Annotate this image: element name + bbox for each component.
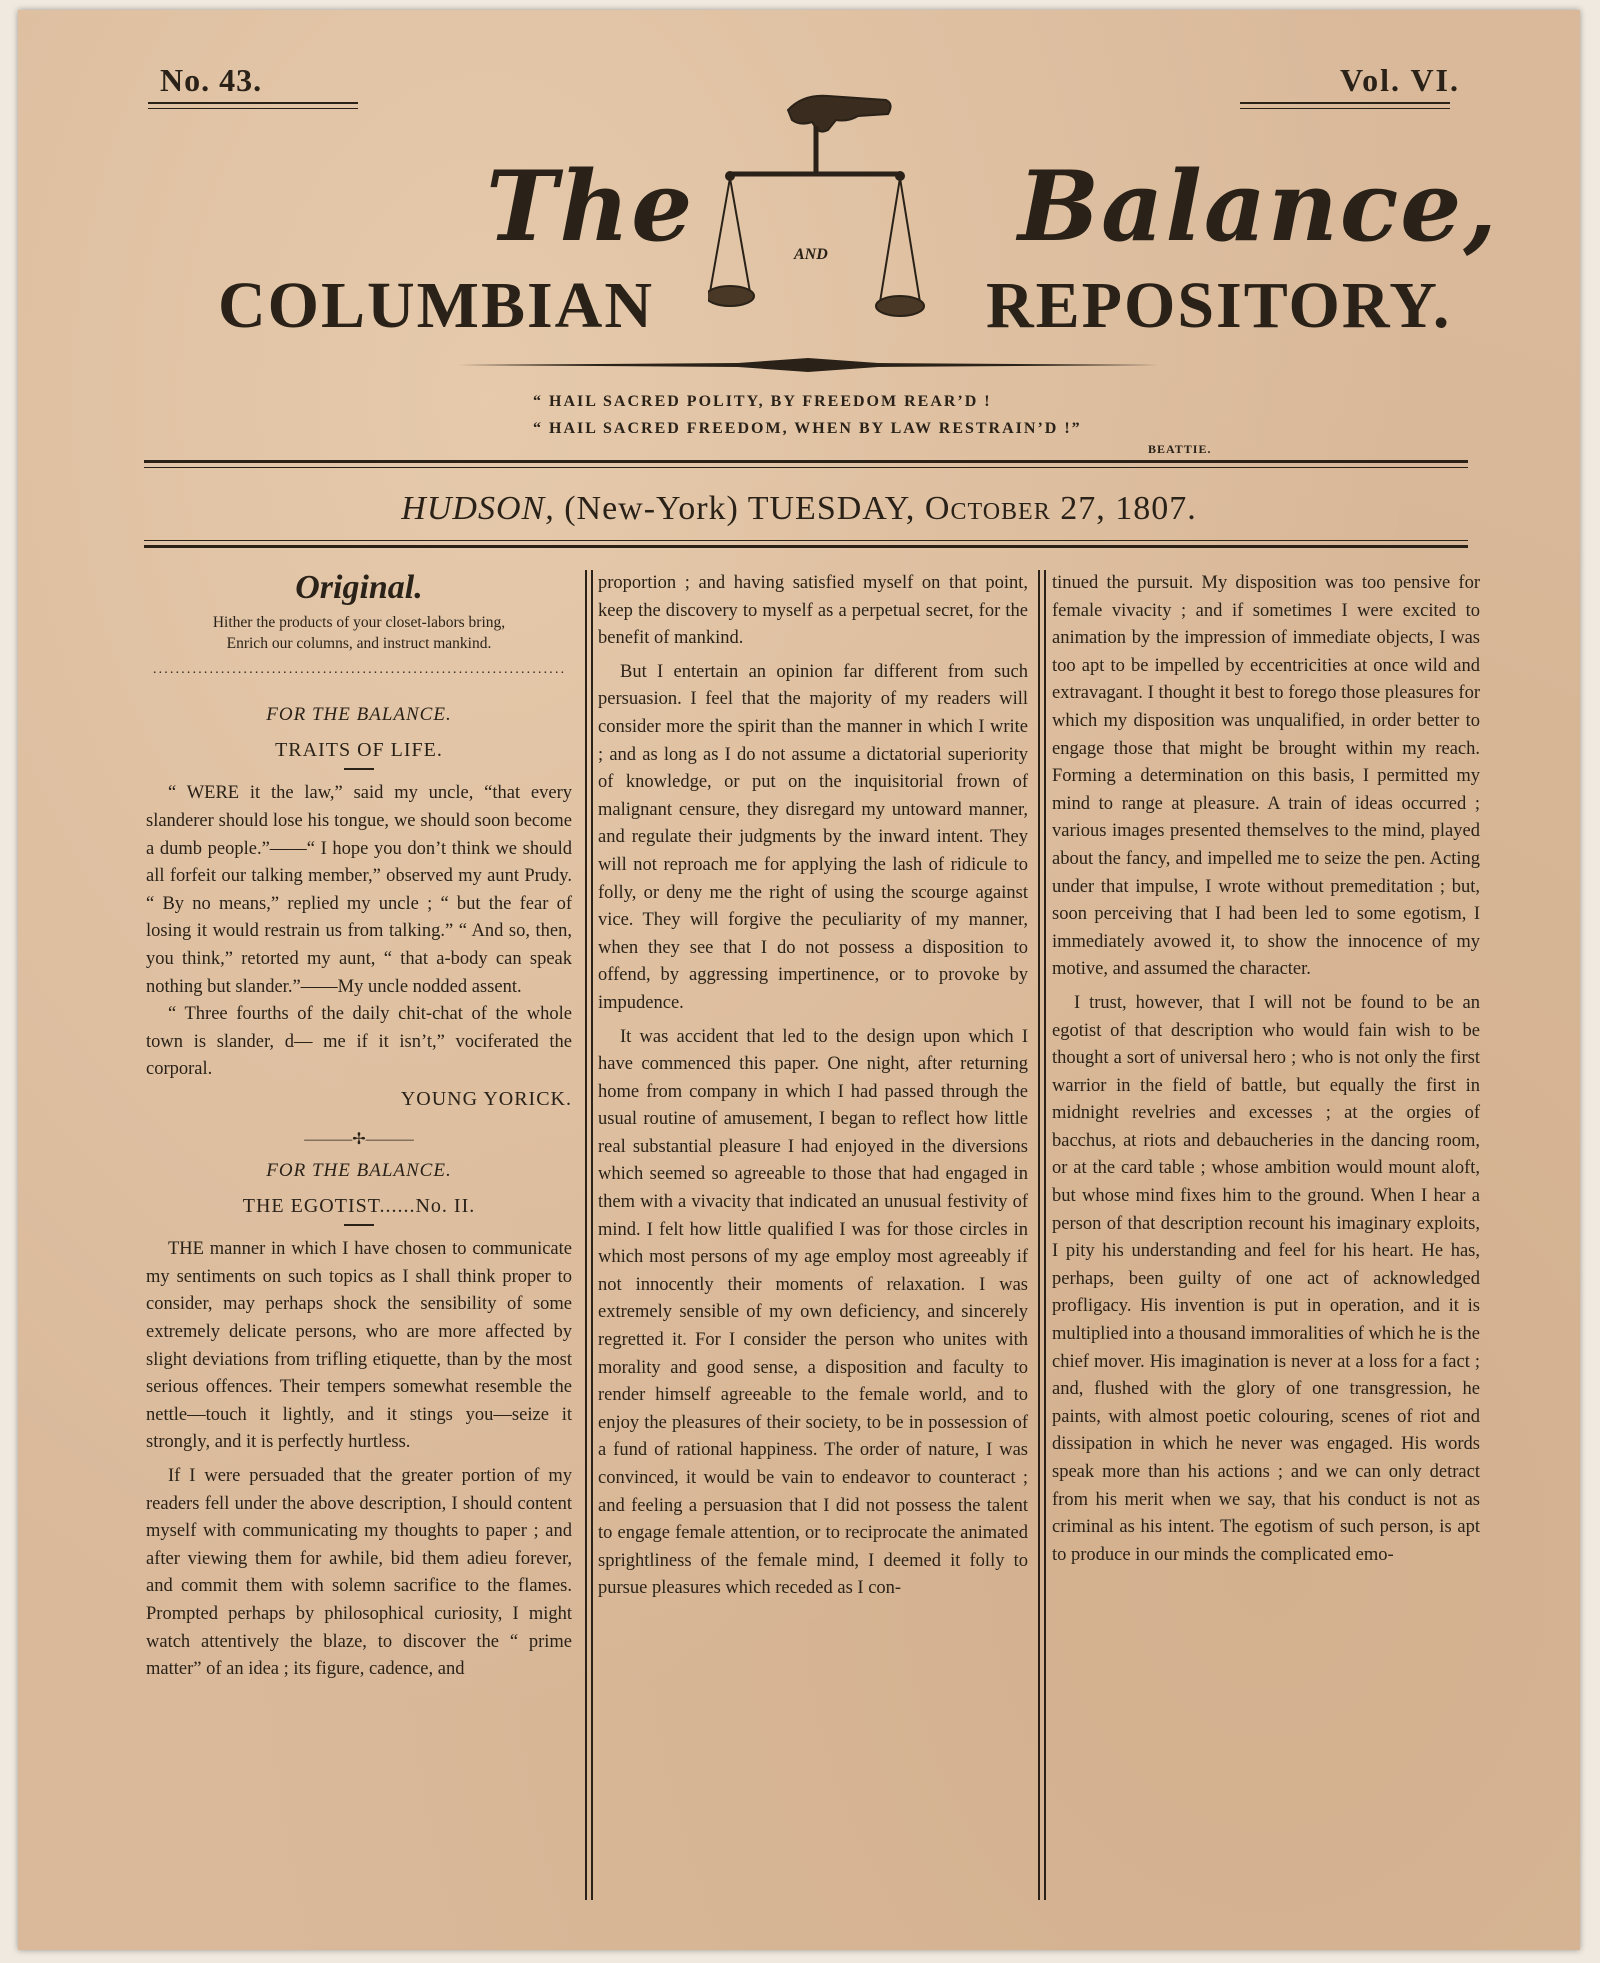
dateline-top-rule-thin bbox=[144, 467, 1468, 468]
column-rule-1b bbox=[591, 570, 593, 1900]
article-2-byline: FOR THE BALANCE. bbox=[266, 1160, 452, 1182]
volume-number: Vol. VI. bbox=[1339, 62, 1460, 98]
column-rule-1 bbox=[585, 570, 587, 1900]
column-2-paragraph: It was accident that led to the design upon which I have commenced this paper. One night, after returning home from company in which I had passed through the usual routine of amusement, I began to reflect how little real substantial pleasure I had enjoyed in the diversions which seemed so agreeable to those that had engaged in them with a vivacity that indicated an unusual festivity of mind. I felt how little qualified I was for those circles in which most persons of my age employ most agreeably if not innocently their moments of relaxation. I was extremely sensible of my own deficiency, and sincerely regretted it. For I consider the person who unites with morality and good sense, a disposition and faculty to render himself agreeable to the female world, and to enjoy the pleasures of their society, to be in possession of a fund of rational happiness. The order of nature, I was convinced, it would be vain to endeavor to counteract ; and feeling a persuasion that I did not possess the talent to engage female attention, or to reciprocate the animated sprightliness of the female mind, I deemed it folly to pursue pleasures which receded as I con- bbox=[598, 1026, 1028, 1599]
article-1-paragraph: “ Three fourths of the daily chit-chat of the whole town is slander, d— me if it isn’t,” vociferated the corporal. bbox=[146, 1004, 572, 1080]
dateline-place: HUDSON, bbox=[401, 490, 555, 527]
column-2-paragraph: But I entertain an opinion far different from such persuasion. I feel that the majority of my readers will consider more the spirit than the manner in which I write ; and as long as I do not assume a dictatorial superiority of knowledge, or put on the inquisitorial frown of malignant censure, they disregard my untoward manner, and regulate their judgments by the inward intent. They will not reproach me for applying the lash of ridicule to folly, or deny me the right of using the scourge against vice. They will forgive the peculiarity of my manner, when they see that I do not possess a disposition to offend, by aggressing impertinence, or to provoke by impudence. bbox=[598, 661, 1028, 1013]
column-rule-2 bbox=[1038, 570, 1040, 1900]
title-ornament-rule bbox=[458, 358, 1158, 372]
column-3-paragraph: I trust, however, that I will not be found to be an egotist of that description who would fain wish to be thought a sort of universal hero ; who is not only the first warrior in the field of battle, but equally the first in midnight revelries and excesses ; at the orgies of bacchus, at riots and debaucheries in the dancing room, or at the card table ; whose ambition would mount aloft, but whose mind fixes him to the ground. When I hear a person of that description recount his imaginary exploits, I pity his understanding and feel for his heart. He has, perhaps, been guilty of one act of acknowledged profligacy. His invention is put in operation, and it is multiplied into a thousand immoralities of which he is the chief mover. His imagination is never at a loss for a fact ; and, flushed with the glory of one transgression, he paints, with almost poetic colouring, scenes of riot and dissipation in which he never was engaged. His words speak more than his actions ; and we can only detract from his merit when we say, that his conduct is not as criminal as his intent. The egotism of such person, is apt to produce in our minds the complicated emo- bbox=[1052, 992, 1481, 1565]
dateline-day: TUESDAY, bbox=[747, 490, 916, 527]
dateline-top-rule bbox=[144, 460, 1468, 463]
title-balance: Balance, bbox=[1018, 150, 1499, 263]
article-2-paragraph: If I were persuaded that the greater portion of my readers fell under the above description, I should content myself with communicating my thoughts to paper ; and after viewing them for awhile, bid them adieu forever, and commit them with solemn sacrifice to the flames. Prompted perhaps by philosophical curiosity, I might watch attentively the blaze, to discover the “ prime matter” of an idea ; its figure, cadence, and bbox=[146, 1466, 572, 1680]
issue-rule bbox=[148, 102, 358, 104]
dotted-rule: ········································································· bbox=[152, 665, 566, 681]
newspaper-page bbox=[18, 10, 1580, 1950]
motto-author: BEATTIE. bbox=[1148, 442, 1212, 456]
issue-number: No. 43. bbox=[160, 62, 263, 98]
title-the: The bbox=[486, 150, 695, 263]
short-rule bbox=[344, 768, 374, 770]
epigraph-line-1: Hither the products of your closet-labors bring, bbox=[212, 613, 506, 631]
epigraph bbox=[146, 612, 572, 654]
volume-rule bbox=[1240, 102, 1450, 104]
column-3-paragraph: tinued the pursuit. My disposition was too pensive for female vivacity ; and if sometimes I were excited to animation by the impression of immediate objects, I was too apt to be impelled by eccentricities at once wild and extravagant. I thought it best to forego those pleasures for which my disposition was unqualified, in order better to engage those that might be brought within my reach. Forming a determination on this basis, I permitted my mind to range at pleasure. A train of ideas occurred ; various images presented themselves to the mind, played about the fancy, and impelled me to seize the pen. Acting under that impulse, I wrote without premeditation ; but, soon perceiving that I had been led to some egotism, I immediately avowed it, to show the innocence of my motive, and assumed the character. bbox=[1052, 573, 1480, 980]
volume-rule-thin bbox=[1240, 108, 1450, 109]
column-2-paragraph: proportion ; and having satisfied myself on that point, keep the discovery to myself as a perpetual secret, for the benefit of mankind. bbox=[598, 573, 1028, 649]
column-2 bbox=[598, 570, 1028, 1603]
balance-scale-icon bbox=[708, 82, 928, 342]
article-1-byline: FOR THE BALANCE. bbox=[266, 704, 452, 726]
title-columbian: COLUMBIAN bbox=[218, 269, 655, 342]
section-heading: Original. bbox=[295, 569, 423, 606]
dateline-date: October 27, 1807. bbox=[924, 490, 1197, 527]
title-repository: REPOSITORY. bbox=[986, 269, 1452, 342]
short-rule bbox=[344, 1224, 374, 1226]
motto-line-1: “ HAIL SACRED POLITY, BY FREEDOM REAR’D ! bbox=[533, 393, 992, 410]
column-3 bbox=[1052, 570, 1480, 1569]
ornament-divider: ———✢——— bbox=[304, 1130, 414, 1148]
dateline-bottom-rule bbox=[144, 545, 1468, 548]
article-2-title: THE EGOTIST......No. II. bbox=[242, 1194, 476, 1217]
article-1-paragraph: “ WERE it the law,” said my uncle, “that every slanderer should lose his tongue, we should soon become a dumb people.”——“ I hope you don’t think we should all forfeit our talking member,” observed my aunt Prudy. “ By no means,” replied my uncle ; “ but the fear of losing it would restrain us from talking.” “ And so, then, you think,” retorted my aunt, “ that a-body can speak nothing but slander.”——My uncle nodded assent. bbox=[146, 783, 572, 997]
epigraph-line-2: Enrich our columns, and instruct mankind. bbox=[226, 634, 492, 652]
article-1-signature: YOUNG YORICK. bbox=[400, 1087, 572, 1110]
column-rule-2b bbox=[1044, 570, 1046, 1900]
dateline-bottom-rule-thin bbox=[144, 540, 1468, 541]
dateline-state: (New-York) bbox=[564, 490, 739, 527]
column-1 bbox=[146, 570, 572, 1684]
issue-rule-thin bbox=[148, 108, 358, 109]
motto-line-2: “ HAIL SACRED FREEDOM, WHEN BY LAW RESTRAIN’D !” bbox=[533, 420, 1082, 437]
title-and: AND bbox=[794, 246, 828, 263]
article-2-paragraph: THE manner in which I have chosen to communicate my sentiments on such topics as I shall think proper to consider, may perhaps shock the sensibility of some extremely delicate persons, who are more affected by slight deviations from trifling etiquette, than by the most serious offences. Their tempers somewhat resemble the nettle—touch it lightly, and it stings you—seize it strongly, and it is perfectly hurtless. bbox=[146, 1239, 572, 1453]
article-1-title: TRAITS OF LIFE. bbox=[275, 738, 443, 761]
dateline bbox=[18, 490, 1580, 528]
